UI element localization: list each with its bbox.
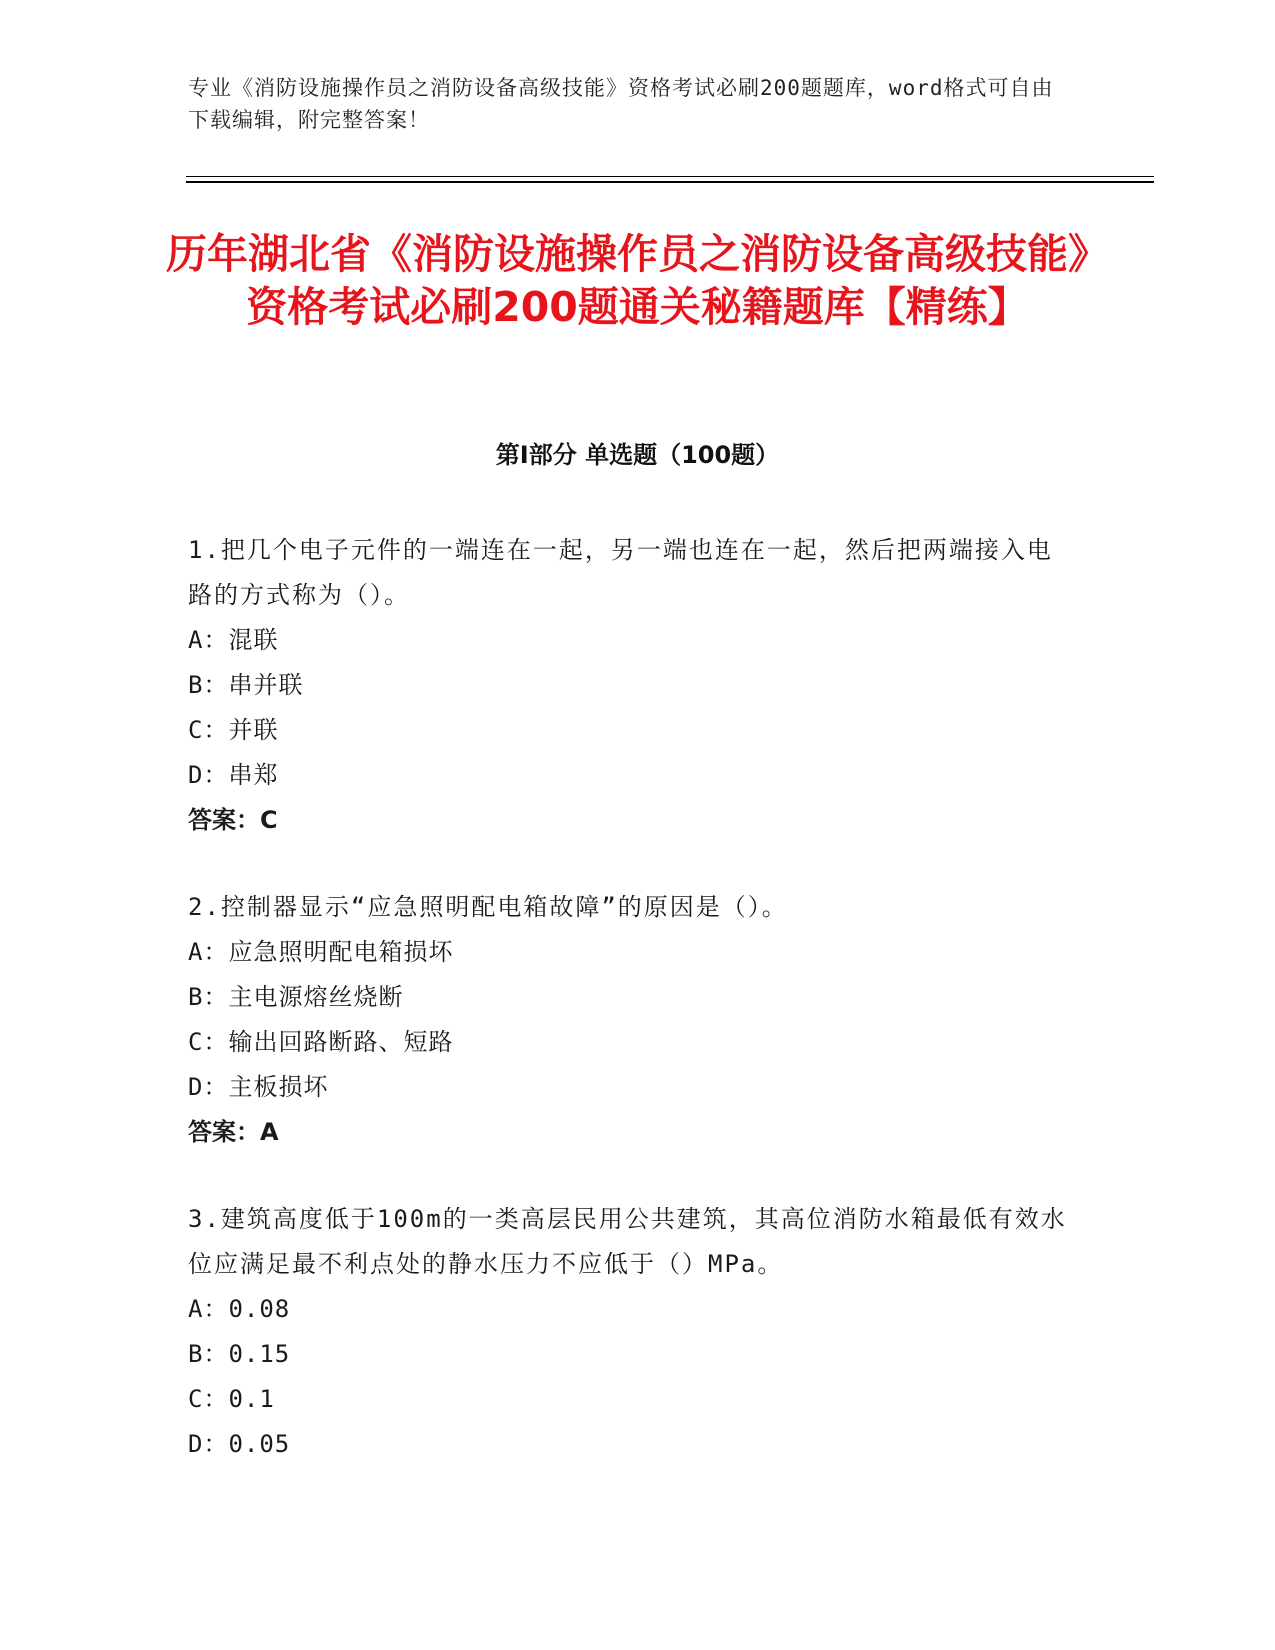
question-stem: 3.建筑高度低于100m的一类高层民用公共建筑，其高位消防水箱最低有效水位应满足最不利点处的静水压力不应低于（）MPa。	[188, 1205, 1067, 1278]
question-stem: 2.控制器显示“应急照明配电箱故障”的原因是（）。	[188, 893, 788, 921]
answer: 答案：A	[188, 1118, 279, 1146]
question-1	[188, 528, 1068, 843]
header-divider-thin	[186, 176, 1154, 177]
question-3	[188, 1197, 1068, 1467]
option-b: B：串并联	[188, 671, 304, 699]
option-a: A：混联	[188, 626, 279, 654]
option-c: C：输出回路断路、短路	[188, 1028, 454, 1056]
option-a: A：0.08	[188, 1295, 291, 1323]
option-b: B：0.15	[188, 1340, 291, 1368]
option-d: D：串郑	[188, 761, 279, 789]
option-d: D：主板损坏	[188, 1073, 329, 1101]
answer: 答案：C	[188, 806, 278, 834]
document-title: 历年湖北省《消防设施操作员之消防设备高级技能》资格考试必刷200题通关秘籍题库【精练】	[166, 230, 1109, 331]
section-heading: 第I部分 单选题（100题）	[495, 441, 780, 469]
option-d: D：0.05	[188, 1430, 291, 1458]
header-note: 专业《消防设施操作员之消防设备高级技能》资格考试必刷200题题库，word格式可自由下载编辑，附完整答案！	[188, 76, 1054, 132]
option-b: B：主电源熔丝烧断	[188, 983, 404, 1011]
option-a: A：应急照明配电箱损坏	[188, 938, 454, 966]
header-divider-thick	[186, 181, 1154, 183]
question-stem: 1.把几个电子元件的一端连在一起，另一端也连在一起，然后把两端接入电路的方式称为（）。	[188, 536, 1053, 609]
question-list	[188, 528, 1068, 1509]
question-2	[188, 885, 1068, 1155]
option-c: C：0.1	[188, 1385, 275, 1413]
option-c: C：并联	[188, 716, 279, 744]
